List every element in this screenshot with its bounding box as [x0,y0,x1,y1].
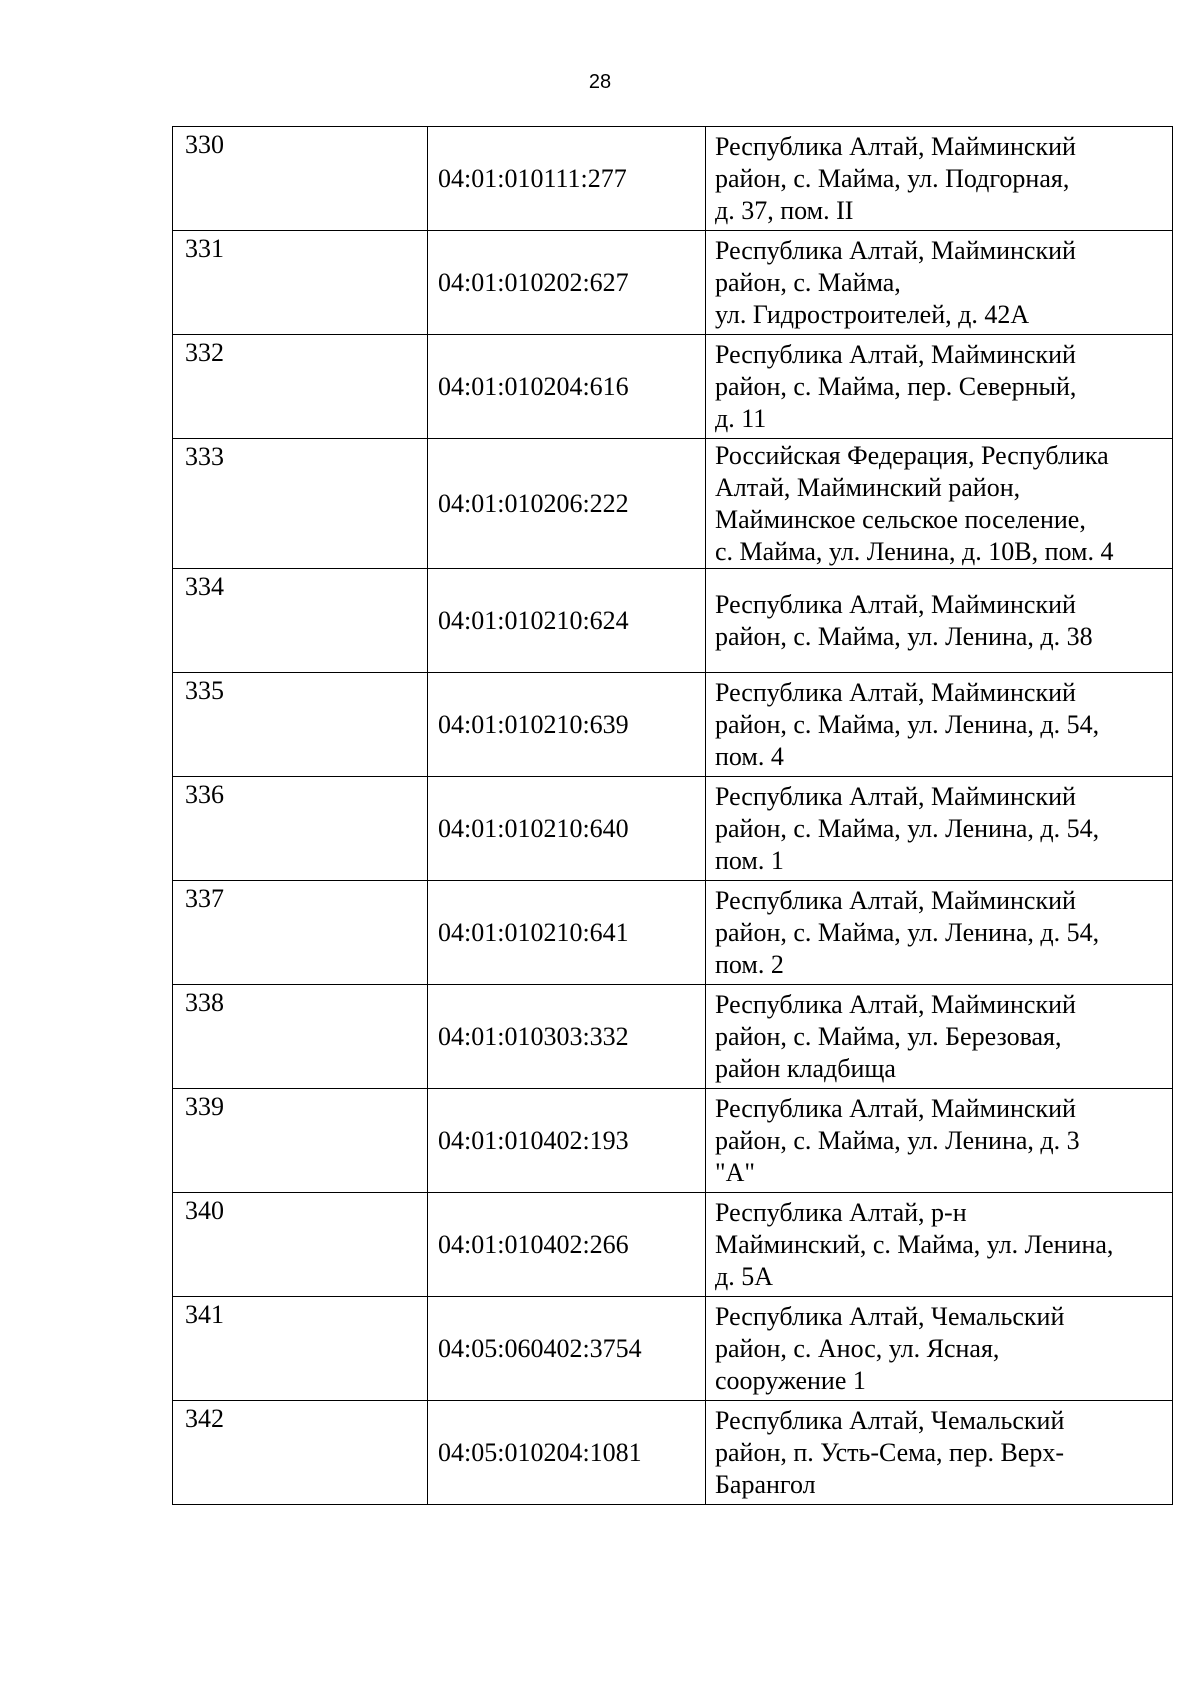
table-row [173,673,1173,777]
row-number: 334 [173,569,428,673]
table-row [173,335,1173,439]
address-cell [706,985,1173,1089]
address-cell [706,127,1173,231]
address-line: Республика Алтай, Майминский [715,677,1076,707]
address-cell [706,335,1173,439]
table-row [173,1297,1173,1401]
row-number: 336 [173,777,428,881]
address-cell [706,1193,1173,1297]
table-row [173,127,1173,231]
table-row [173,985,1173,1089]
row-number: 341 [173,1297,428,1401]
address-line: Барангол [715,1469,816,1499]
address-line: район, с. Майма, ул. Подгорная, [715,163,1070,193]
address-line: район, с. Майма, ул. Ленина, д. 54, [715,813,1100,843]
address-line: пом. 4 [715,741,784,771]
row-number: 339 [173,1089,428,1193]
address-line: район, с. Майма, ул. Березовая, [715,1021,1062,1051]
table-row [173,439,1173,569]
table-row [173,1193,1173,1297]
address-line: Республика Алтай, Майминский [715,131,1076,161]
address-line: "А" [715,1157,756,1187]
address-line: район, с. Майма, ул. Ленина, д. 38 [715,621,1093,651]
address-line: район, с. Майма, ул. Ленина, д. 3 [715,1125,1080,1155]
address-cell [706,1297,1173,1401]
address-line: Майминское сельское поселение, [715,504,1086,534]
address-line: ул. Гидростроителей, д. 42А [715,299,1030,329]
address-cell [706,777,1173,881]
table-row [173,569,1173,673]
row-number: 332 [173,335,428,439]
address-line: Алтай, Майминский район, [715,472,1021,502]
row-number: 331 [173,231,428,335]
address-cell [706,673,1173,777]
address-cell [706,881,1173,985]
address-line: Республика Алтай, р-н [715,1197,967,1227]
address-line: Майминский, с. Майма, ул. Ленина, [715,1229,1114,1259]
cadastral-number: 04:01:010402:193 [428,1089,706,1193]
address-line: Российская Федерация, Республика [715,440,1109,470]
address-cell [706,1089,1173,1193]
address-line: район, с. Анос, ул. Ясная, [715,1333,1000,1363]
address-line: район, с. Майма, ул. Ленина, д. 54, [715,917,1100,947]
address-line: Республика Алтай, Чемальский [715,1405,1065,1435]
cadastral-number: 04:01:010210:639 [428,673,706,777]
cadastral-number: 04:01:010111:277 [428,127,706,231]
cadastral-number: 04:05:060402:3754 [428,1297,706,1401]
address-line: Республика Алтай, Майминский [715,589,1076,619]
address-line: сооружение 1 [715,1365,866,1395]
address-line: д. 37, пом. II [715,195,854,225]
address-line: район, с. Майма, [715,267,901,297]
cadastral-number: 04:05:010204:1081 [428,1401,706,1505]
cadastral-number: 04:01:010204:616 [428,335,706,439]
cadastral-number: 04:01:010402:266 [428,1193,706,1297]
row-number: 330 [173,127,428,231]
cadastral-number: 04:01:010206:222 [428,439,706,569]
address-cell [706,569,1173,673]
address-line: д. 5А [715,1261,774,1291]
address-line: район, с. Майма, пер. Северный, [715,371,1077,401]
cadastral-number: 04:01:010303:332 [428,985,706,1089]
page-number: 28 [588,71,612,93]
cadastral-number: 04:01:010210:641 [428,881,706,985]
row-number: 342 [173,1401,428,1505]
address-cell [706,231,1173,335]
row-number: 335 [173,673,428,777]
property-registry-table [172,126,1173,1505]
address-line: район, с. Майма, ул. Ленина, д. 54, [715,709,1100,739]
address-line: пом. 2 [715,949,784,979]
address-cell [706,439,1173,569]
address-line: Республика Алтай, Майминский [715,781,1076,811]
cadastral-number: 04:01:010210:640 [428,777,706,881]
address-line: Республика Алтай, Майминский [715,989,1076,1019]
cadastral-number: 04:01:010202:627 [428,231,706,335]
address-line: район кладбища [715,1053,896,1083]
table-row [173,881,1173,985]
table-row [173,1089,1173,1193]
address-line: Республика Алтай, Майминский [715,885,1076,915]
address-cell [706,1401,1173,1505]
table-row [173,777,1173,881]
cadastral-number: 04:01:010210:624 [428,569,706,673]
row-number: 337 [173,881,428,985]
table-row [173,231,1173,335]
row-number: 340 [173,1193,428,1297]
table-row [173,1401,1173,1505]
address-line: Республика Алтай, Майминский [715,1093,1076,1123]
address-line: с. Майма, ул. Ленина, д. 10В, пом. 4 [715,536,1114,566]
address-line: д. 11 [715,403,767,433]
address-line: пом. 1 [715,845,784,875]
address-line: Республика Алтай, Майминский [715,339,1076,369]
row-number: 333 [173,439,428,569]
row-number: 338 [173,985,428,1089]
address-line: район, п. Усть-Сема, пер. Верх- [715,1437,1064,1467]
address-line: Республика Алтай, Майминский [715,235,1076,265]
address-line: Республика Алтай, Чемальский [715,1301,1065,1331]
